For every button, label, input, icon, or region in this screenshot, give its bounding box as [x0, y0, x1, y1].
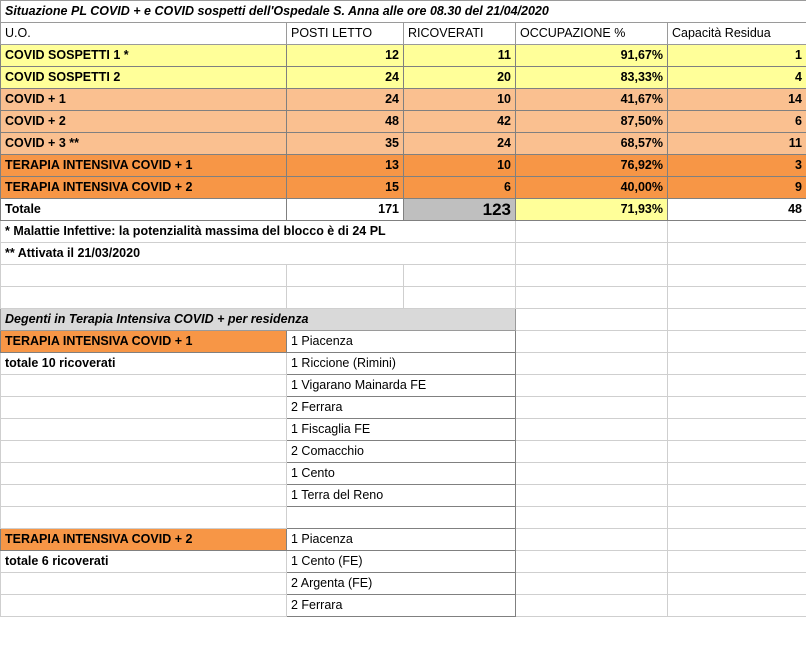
empty-cell: [668, 441, 806, 463]
residence-row: [1, 551, 806, 573]
note-row: [1, 243, 806, 265]
residence-row: [1, 595, 806, 617]
empty-cell: [516, 485, 668, 507]
empty-cell: [1, 485, 287, 507]
note-text: ** Attivata il 21/03/2020: [1, 243, 516, 265]
header-posti-letto: POSTI LETTO: [287, 23, 404, 45]
empty-cell: [516, 441, 668, 463]
row-occupazione: 68,57%: [516, 133, 668, 155]
table-header-row: [1, 23, 806, 45]
table-row: [1, 133, 806, 155]
residence-entry: 1 Vigarano Mainarda FE: [287, 375, 516, 397]
residence-entry: 1 Cento (FE): [287, 551, 516, 573]
row-label: COVID + 2: [1, 111, 287, 133]
table-row: [1, 89, 806, 111]
row-residua: 6: [668, 111, 806, 133]
residence-row: [1, 529, 806, 551]
row-ricoverati: 6: [404, 177, 516, 199]
row-residua: 14: [668, 89, 806, 111]
residence-entry: 1 Riccione (Rimini): [287, 353, 516, 375]
residence-row: [1, 375, 806, 397]
note-text: * Malattie Infettive: la potenzialità massima del blocco è di 24 PL: [1, 221, 516, 243]
empty-cell: [516, 287, 668, 309]
table-row: [1, 45, 806, 67]
residence-row: [1, 419, 806, 441]
row-posti: 24: [287, 67, 404, 89]
empty-cell: [668, 287, 806, 309]
residence-row: [1, 331, 806, 353]
spacer-row: [1, 265, 806, 287]
empty-cell: [668, 221, 806, 243]
empty-cell: [668, 265, 806, 287]
row-occupazione: 91,67%: [516, 45, 668, 67]
row-label: COVID SOSPETTI 2: [1, 67, 287, 89]
empty-cell: [668, 485, 806, 507]
empty-cell: [287, 287, 404, 309]
row-residua: 1: [668, 45, 806, 67]
residence-entry: 2 Ferrara: [287, 397, 516, 419]
empty-cell: [668, 529, 806, 551]
row-posti: 12: [287, 45, 404, 67]
row-residua: 4: [668, 67, 806, 89]
row-label: COVID + 3 **: [1, 133, 287, 155]
empty-cell: [404, 265, 516, 287]
residence-row: [1, 353, 806, 375]
row-label: COVID + 1: [1, 89, 287, 111]
empty-cell: [668, 551, 806, 573]
header-ricoverati: RICOVERATI: [404, 23, 516, 45]
row-occupazione: 40,00%: [516, 177, 668, 199]
empty-cell: [516, 375, 668, 397]
empty-cell: [516, 397, 668, 419]
residence-row: [1, 573, 806, 595]
table-row: [1, 67, 806, 89]
table-row: [1, 177, 806, 199]
row-residua: 3: [668, 155, 806, 177]
empty-cell: [668, 507, 806, 529]
row-occupazione: 41,67%: [516, 89, 668, 111]
empty-cell: [1, 287, 287, 309]
empty-cell: [668, 397, 806, 419]
empty-cell: [516, 243, 668, 265]
header-occupazione: OCCUPAZIONE %: [516, 23, 668, 45]
empty-cell: [1, 375, 287, 397]
residence-entry: 1 Piacenza: [287, 331, 516, 353]
empty-cell: [1, 419, 287, 441]
residence-entry: 1 Cento: [287, 463, 516, 485]
residence-block-label: TERAPIA INTENSIVA COVID + 1: [1, 331, 287, 353]
spacer-row: [1, 287, 806, 309]
empty-cell: [516, 353, 668, 375]
empty-cell: [516, 265, 668, 287]
empty-cell: [1, 463, 287, 485]
row-ricoverati: 24: [404, 133, 516, 155]
empty-cell: [668, 463, 806, 485]
residence-section-heading-row: [1, 309, 806, 331]
residence-row: [1, 397, 806, 419]
residence-row: [1, 441, 806, 463]
empty-cell: [668, 331, 806, 353]
residence-row: [1, 463, 806, 485]
empty-cell: [516, 507, 668, 529]
empty-cell: [287, 507, 516, 529]
row-posti: 15: [287, 177, 404, 199]
residence-block-label: TERAPIA INTENSIVA COVID + 2: [1, 529, 287, 551]
empty-cell: [516, 573, 668, 595]
residence-entry: 1 Piacenza: [287, 529, 516, 551]
row-ricoverati: 10: [404, 89, 516, 111]
empty-cell: [1, 507, 287, 529]
row-posti: 35: [287, 133, 404, 155]
table-row: [1, 155, 806, 177]
residence-section-heading: Degenti in Terapia Intensiva COVID + per residenza: [1, 309, 516, 331]
empty-cell: [516, 331, 668, 353]
empty-cell: [1, 441, 287, 463]
residence-block-total: totale 6 ricoverati: [1, 551, 287, 573]
row-occupazione: 87,50%: [516, 111, 668, 133]
residence-entry: 2 Comacchio: [287, 441, 516, 463]
empty-cell: [1, 397, 287, 419]
row-occupazione: 83,33%: [516, 67, 668, 89]
empty-cell: [668, 573, 806, 595]
row-label: COVID SOSPETTI 1 *: [1, 45, 287, 67]
total-label: Totale: [1, 199, 287, 221]
empty-cell: [668, 595, 806, 617]
empty-cell: [668, 353, 806, 375]
empty-cell: [516, 419, 668, 441]
empty-cell: [668, 309, 806, 331]
header-capacita-residua: Capacità Residua: [668, 23, 806, 45]
empty-cell: [668, 419, 806, 441]
row-posti: 48: [287, 111, 404, 133]
title-row: [1, 1, 806, 23]
total-posti: 171: [287, 199, 404, 221]
row-ricoverati: 42: [404, 111, 516, 133]
empty-cell: [1, 595, 287, 617]
row-ricoverati: 20: [404, 67, 516, 89]
empty-cell: [516, 595, 668, 617]
spacer-row: [1, 507, 806, 529]
empty-cell: [516, 463, 668, 485]
empty-cell: [516, 551, 668, 573]
residence-entry: 1 Terra del Reno: [287, 485, 516, 507]
empty-cell: [287, 265, 404, 287]
table-row: [1, 111, 806, 133]
row-residua: 9: [668, 177, 806, 199]
total-ricoverati: 123: [404, 199, 516, 221]
empty-cell: [668, 243, 806, 265]
residence-block-total: totale 10 ricoverati: [1, 353, 287, 375]
empty-cell: [516, 221, 668, 243]
empty-cell: [1, 265, 287, 287]
empty-cell: [516, 309, 668, 331]
row-posti: 13: [287, 155, 404, 177]
row-label: TERAPIA INTENSIVA COVID + 1: [1, 155, 287, 177]
row-label: TERAPIA INTENSIVA COVID + 2: [1, 177, 287, 199]
empty-cell: [668, 375, 806, 397]
empty-cell: [516, 529, 668, 551]
sheet-title: Situazione PL COVID + e COVID sospetti dell'Ospedale S. Anna alle ore 08.30 del 21/04/2020: [1, 1, 806, 23]
note-row: [1, 221, 806, 243]
total-residua: 48: [668, 199, 806, 221]
total-row: [1, 199, 806, 221]
empty-cell: [1, 573, 287, 595]
total-occupazione: 71,93%: [516, 199, 668, 221]
empty-cell: [404, 287, 516, 309]
row-residua: 11: [668, 133, 806, 155]
row-posti: 24: [287, 89, 404, 111]
row-occupazione: 76,92%: [516, 155, 668, 177]
row-ricoverati: 10: [404, 155, 516, 177]
residence-entry: 1 Fiscaglia FE: [287, 419, 516, 441]
residence-entry: 2 Ferrara: [287, 595, 516, 617]
residence-entry: 2 Argenta (FE): [287, 573, 516, 595]
header-uo: U.O.: [1, 23, 287, 45]
row-ricoverati: 11: [404, 45, 516, 67]
residence-row: [1, 485, 806, 507]
